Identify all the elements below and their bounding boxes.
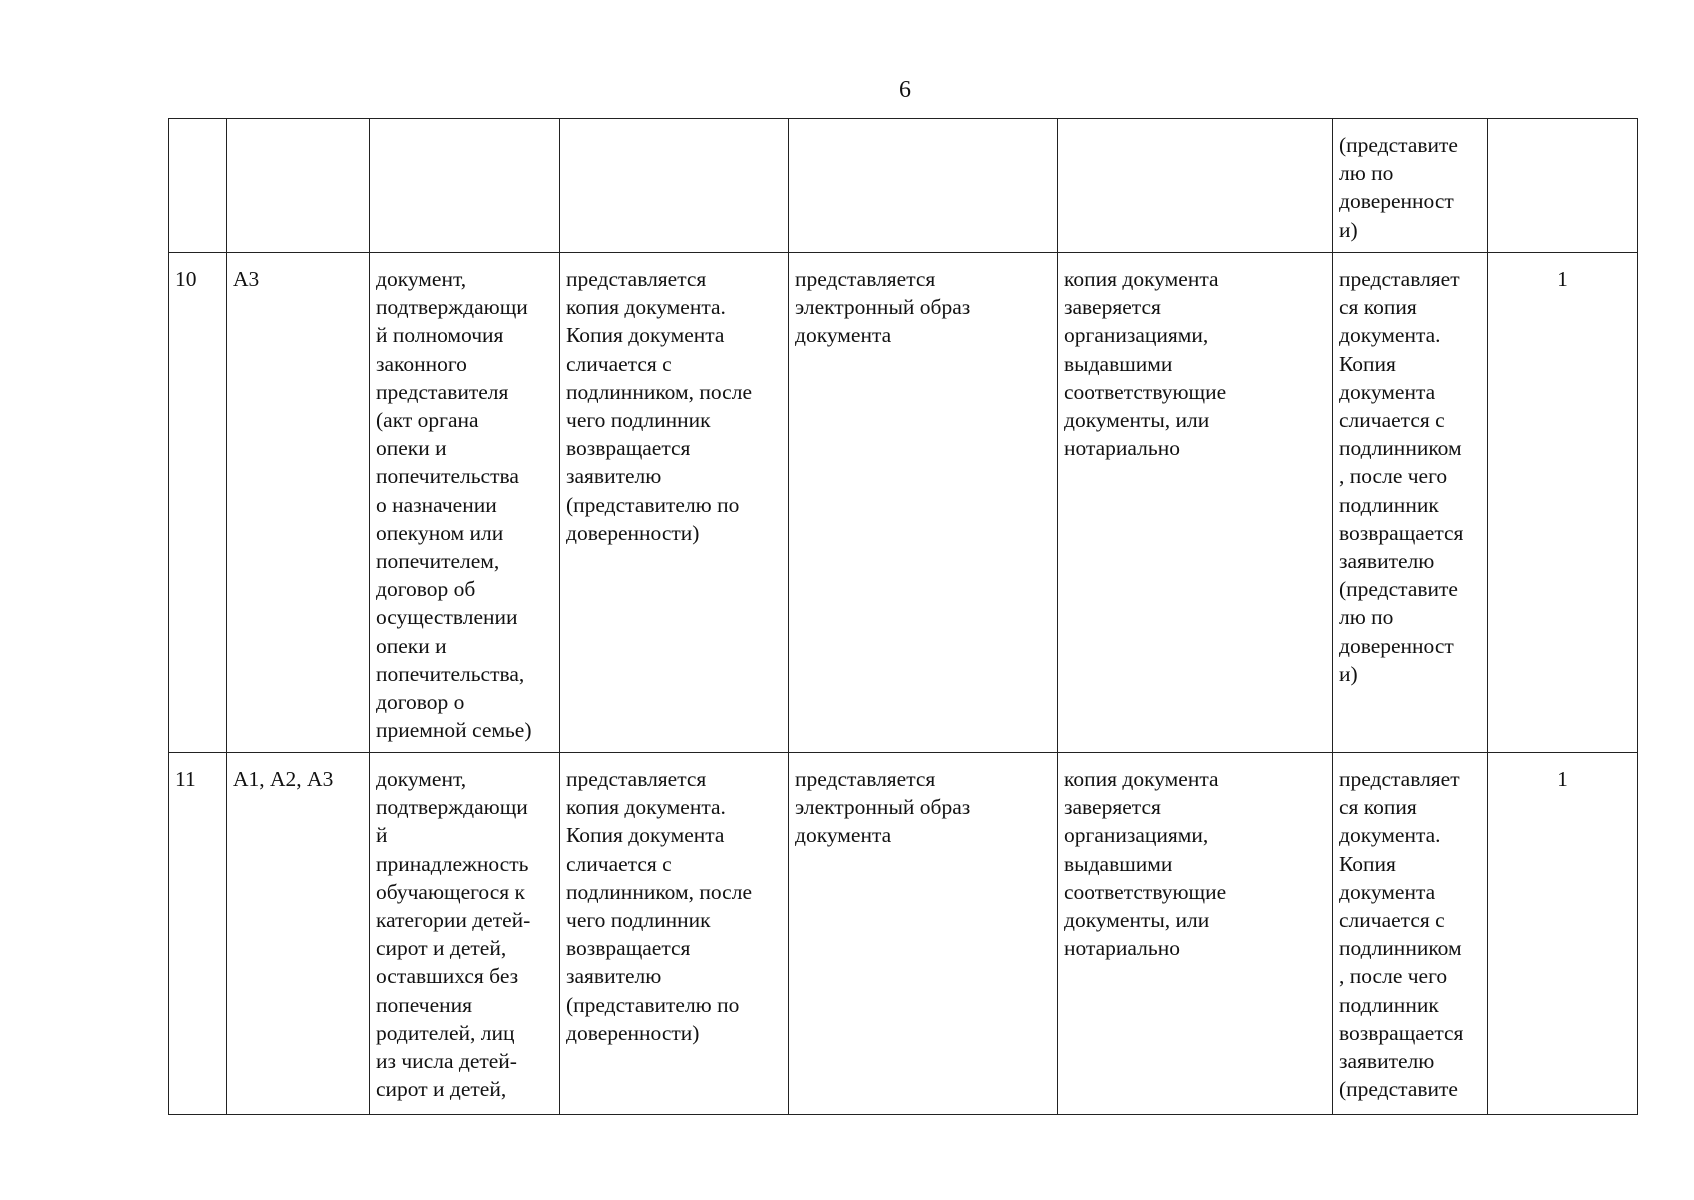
cell-text-line: сличается с	[1339, 408, 1445, 433]
applicant-category-cell	[227, 119, 370, 253]
cell-text-line: А3	[233, 267, 260, 291]
cell-text-line: оставшихся без	[376, 964, 519, 989]
applicant-category-cell	[227, 253, 370, 753]
paper-submission-cell	[560, 119, 789, 253]
electronic-submission-cell	[789, 119, 1058, 253]
cell-text-line: соответствующие	[1064, 879, 1227, 904]
cell-text-line: доверенност	[1339, 633, 1454, 658]
mfc-submission-cell	[1333, 753, 1488, 1115]
certification-requirements-cell	[1058, 753, 1333, 1115]
cell-text-line: копия документа.	[566, 295, 726, 320]
cell-text-line: подтверждающи	[376, 295, 528, 320]
cell-text-line: доверенност	[1339, 189, 1454, 214]
cell-text-line: подлинник	[1339, 992, 1439, 1017]
cell-text-line: законного	[376, 351, 467, 376]
cell-text-line: документа	[795, 323, 892, 348]
cell-text-line: представляется	[566, 267, 707, 291]
cell-text-line: документа.	[1339, 823, 1441, 848]
cell-text-line: й полномочия	[376, 323, 504, 348]
cell-text-line: 11	[175, 767, 196, 791]
cell-text-line: попечительства	[376, 464, 519, 489]
cell-text-line: подтверждающи	[376, 795, 528, 820]
cell-text-line: подлинником	[1339, 436, 1462, 461]
cell-text-line: документ,	[376, 767, 467, 791]
cell-text-line: документ,	[376, 267, 467, 291]
cell-text-line: 10	[175, 267, 197, 291]
cell-text-line: 1	[1557, 267, 1568, 291]
cell-text-line: документа	[795, 823, 892, 848]
cell-text-line: (представителю по	[566, 992, 740, 1017]
document-table	[168, 118, 1638, 1115]
cell-text-line: (представителю по	[566, 492, 740, 517]
cell-text-line: сирот и детей,	[376, 1077, 507, 1102]
electronic-submission-cell	[789, 253, 1058, 753]
cell-text-line: чего подлинник	[566, 408, 711, 433]
cell-text-line: возвращается	[566, 436, 691, 461]
cell-text-line: заявителю	[1339, 549, 1435, 574]
cell-text-line: представителя	[376, 379, 509, 404]
cell-text-line: заявителю	[1339, 1049, 1435, 1074]
cell-text-line: опекуном или	[376, 520, 504, 545]
cell-text-line: и)	[1339, 661, 1358, 686]
cell-text-line: подлинник	[1339, 492, 1439, 517]
cell-text-line: й	[376, 823, 388, 848]
cell-text-line: о назначении	[376, 492, 497, 517]
cell-text-line: организациями,	[1064, 823, 1209, 848]
table-row	[169, 253, 1638, 753]
cell-text-line: категории детей-	[376, 908, 531, 933]
mfc-submission-cell	[1333, 119, 1488, 253]
cell-text-line: А1, А2, А3	[233, 767, 334, 791]
cell-text-line: чего подлинник	[566, 908, 711, 933]
cell-text-line: Копия документа	[566, 823, 725, 848]
cell-text-line: копия документа	[1064, 767, 1219, 791]
cell-text-line: подлинником	[1339, 936, 1462, 961]
cell-text-line: документа	[1339, 379, 1436, 404]
cell-text-line: доверенности)	[566, 1020, 700, 1045]
cell-text-line: (представите	[1339, 577, 1458, 602]
cell-text-line: заверяется	[1064, 795, 1161, 820]
cell-text-line: представляет	[1339, 767, 1460, 791]
table-row	[169, 119, 1638, 253]
cell-text-line: ся копия	[1339, 295, 1417, 320]
cell-text-line: приемной семье)	[376, 718, 532, 743]
cell-text-line: Копия документа	[566, 323, 725, 348]
cell-text-line: Копия	[1339, 851, 1396, 876]
cell-text-line: электронный образ	[795, 795, 971, 820]
certification-requirements-cell	[1058, 119, 1333, 253]
applicant-category-cell	[227, 753, 370, 1115]
cell-text-line: возвращается	[1339, 1020, 1464, 1045]
cell-text-line: попечения	[376, 992, 473, 1017]
cell-text-line: документа	[1339, 879, 1436, 904]
cell-text-line: возвращается	[1339, 520, 1464, 545]
cell-text-line: 1	[1557, 767, 1568, 791]
cell-text-line: опеки и	[376, 436, 447, 461]
copies-count-cell	[1488, 253, 1638, 753]
cell-text-line: представляет	[1339, 267, 1460, 291]
document-name-cell	[370, 253, 560, 753]
cell-text-line: принадлежность	[376, 851, 529, 876]
cell-text-line: (акт органа	[376, 408, 479, 433]
cell-text-line: ся копия	[1339, 795, 1417, 820]
cell-text-line: документы, или	[1064, 408, 1210, 433]
cell-text-line: лю по	[1339, 605, 1394, 630]
paper-submission-cell	[560, 253, 789, 753]
cell-text-line: электронный образ	[795, 295, 971, 320]
cell-text-line: и)	[1339, 217, 1358, 242]
cell-text-line: договор о	[376, 690, 465, 715]
cell-text-line: (представите	[1339, 1077, 1458, 1102]
cell-text-line: заявителю	[566, 464, 662, 489]
cell-text-line: опеки и	[376, 633, 447, 658]
cell-text-line: нотариально	[1064, 436, 1180, 461]
cell-text-line: сличается с	[566, 351, 672, 376]
document-name-cell	[370, 119, 560, 253]
document-name-cell	[370, 753, 560, 1115]
cell-text-line: попечительства,	[376, 661, 525, 686]
page-number: 6	[899, 77, 911, 103]
cell-text-line: заверяется	[1064, 295, 1161, 320]
cell-text-line: Копия	[1339, 351, 1396, 376]
cell-text-line: подлинником, после	[566, 879, 752, 904]
cell-text-line: документа.	[1339, 323, 1441, 348]
cell-text-line: представляется	[795, 767, 936, 791]
cell-text-line: выдавшими	[1064, 351, 1173, 376]
cell-text-line: подлинником, после	[566, 379, 752, 404]
cell-text-line: представляется	[795, 267, 936, 291]
cell-text-line: организациями,	[1064, 323, 1209, 348]
cell-text-line: представляется	[566, 767, 707, 791]
cell-text-line: копия документа.	[566, 795, 726, 820]
cell-text-line: сирот и детей,	[376, 936, 507, 961]
cell-text-line: возвращается	[566, 936, 691, 961]
row-number-cell	[169, 119, 227, 253]
cell-text-line: осуществлении	[376, 605, 518, 630]
cell-text-line: попечителем,	[376, 549, 500, 574]
cell-text-line: (представите	[1339, 133, 1458, 157]
table-row	[169, 753, 1638, 1115]
cell-text-line: , после чего	[1339, 464, 1448, 489]
cell-text-line: доверенности)	[566, 520, 700, 545]
row-number-cell	[169, 253, 227, 753]
cell-text-line: сличается с	[566, 851, 672, 876]
cell-text-line: нотариально	[1064, 936, 1180, 961]
paper-submission-cell	[560, 753, 789, 1115]
copies-count-cell	[1488, 119, 1638, 253]
cell-text-line: копия документа	[1064, 267, 1219, 291]
cell-text-line: соответствующие	[1064, 379, 1227, 404]
cell-text-line: заявителю	[566, 964, 662, 989]
mfc-submission-cell	[1333, 253, 1488, 753]
cell-text-line: родителей, лиц	[376, 1020, 515, 1045]
cell-text-line: из числа детей-	[376, 1049, 517, 1074]
certification-requirements-cell	[1058, 253, 1333, 753]
cell-text-line: обучающегося к	[376, 879, 525, 904]
cell-text-line: выдавшими	[1064, 851, 1173, 876]
cell-text-line: лю по	[1339, 161, 1394, 186]
cell-text-line: договор об	[376, 577, 476, 602]
cell-text-line: , после чего	[1339, 964, 1448, 989]
cell-text-line: документы, или	[1064, 908, 1210, 933]
cell-text-line: сличается с	[1339, 908, 1445, 933]
row-number-cell	[169, 753, 227, 1115]
electronic-submission-cell	[789, 753, 1058, 1115]
copies-count-cell	[1488, 753, 1638, 1115]
